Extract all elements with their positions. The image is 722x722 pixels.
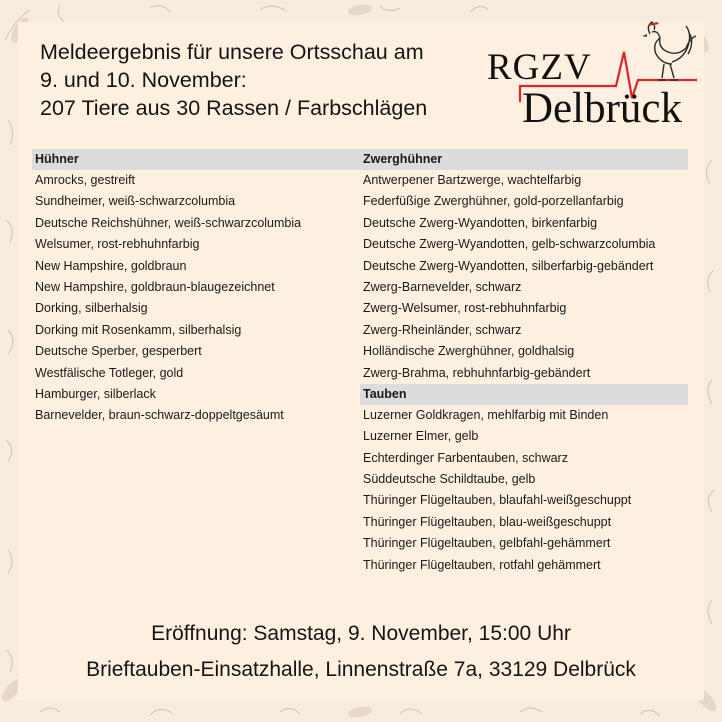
list-item: Zwerg-Rheinländer, schwarz: [363, 322, 522, 337]
list-item: Zwerg-Barnevelder, schwarz: [363, 279, 522, 294]
list-item: New Hampshire, goldbraun: [35, 258, 187, 273]
list-item: Antwerpener Bartzwerge, wachtelfarbig: [363, 173, 582, 187]
section-heading-zwerghuehner: Zwerghühner: [360, 149, 688, 170]
list-item: Amrocks, gestreift: [35, 173, 136, 187]
rooster-icon: [630, 20, 696, 82]
left-column: [32, 149, 360, 427]
list-item: Thüringer Flügeltauben, blaufahl-weißgeschuppt: [363, 493, 632, 508]
list-item: Barnevelder, braun-schwarz-doppeltgesäumt: [35, 408, 284, 423]
list-item: Dorking mit Rosenkamm, silberhalsig: [35, 322, 242, 337]
right-column: [360, 149, 688, 576]
section-heading-huehner: Hühner: [32, 149, 360, 170]
headline-line-3: 207 Tiere aus 30 Rassen / Farbschlägen: [40, 96, 428, 120]
headline-line-2: 9. und 10. November:: [40, 68, 247, 92]
list-item: Sundheimer, weiß-schwarzcolumbia: [35, 194, 236, 209]
list-item: Dorking, silberhalsig: [35, 301, 148, 316]
list-item: Zwerg-Welsumer, rost-rebhuhnfarbig: [363, 301, 567, 316]
list-item: Holländische Zwerghühner, goldhalsig: [363, 344, 575, 359]
list-item: Hamburger, silberlack: [35, 386, 156, 401]
logo-club-name: RGZV: [487, 47, 592, 88]
list-item: Süddeutsche Schildtaube, gelb: [363, 472, 536, 487]
list-item: Deutsche Reichshühner, weiß-schwarzcolumbia: [35, 215, 302, 230]
club-logo: [484, 18, 699, 133]
list-item: Echterdinger Farbentauben, schwarz: [363, 450, 568, 465]
list-item: Thüringer Flügeltauben, gelbfahl-gehämmert: [363, 536, 611, 551]
list-item: Thüringer Flügeltauben, rotfahl gehämmert: [363, 557, 601, 572]
list-item: Zwerg-Brahma, rebhuhnfarbig-gebändert: [363, 365, 591, 380]
section-heading-tauben: Tauben: [360, 384, 688, 405]
headline: [40, 38, 427, 122]
list-item: Luzerner Elmer, gelb: [363, 429, 479, 444]
list-item: Federfüßige Zwerghühner, gold-porzellanfarbig: [363, 194, 624, 209]
headline-line-1: Meldeergebnis für unsere Ortsschau am: [40, 40, 424, 64]
list-item: New Hampshire, goldbraun-blaugezeichnet: [35, 279, 275, 294]
list-item: Deutsche Zwerg-Wyandotten, gelb-schwarzcolumbia: [363, 237, 656, 252]
venue-address: Brieftauben-Einsatzhalle, Linnenstraße 7a, 33129 Delbrück: [86, 658, 636, 681]
list-item: Deutsche Sperber, gesperbert: [35, 344, 202, 359]
list-item: Deutsche Zwerg-Wyandotten, silberfarbig-gebändert: [363, 258, 654, 273]
list-item: Westfälische Totleger, gold: [35, 365, 184, 380]
logo-town-name: Delbrück: [522, 85, 682, 132]
opening-info: Eröffnung: Samstag, 9. November, 15:00 Uhr: [151, 622, 571, 645]
list-item: Deutsche Zwerg-Wyandotten, birkenfarbig: [363, 215, 598, 230]
list-item: Thüringer Flügeltauben, blau-weißgeschuppt: [363, 514, 612, 529]
list-item: Luzerner Goldkragen, mehlfarbig mit Binden: [363, 407, 609, 422]
list-item: Welsumer, rost-rebhuhnfarbig: [35, 237, 200, 252]
